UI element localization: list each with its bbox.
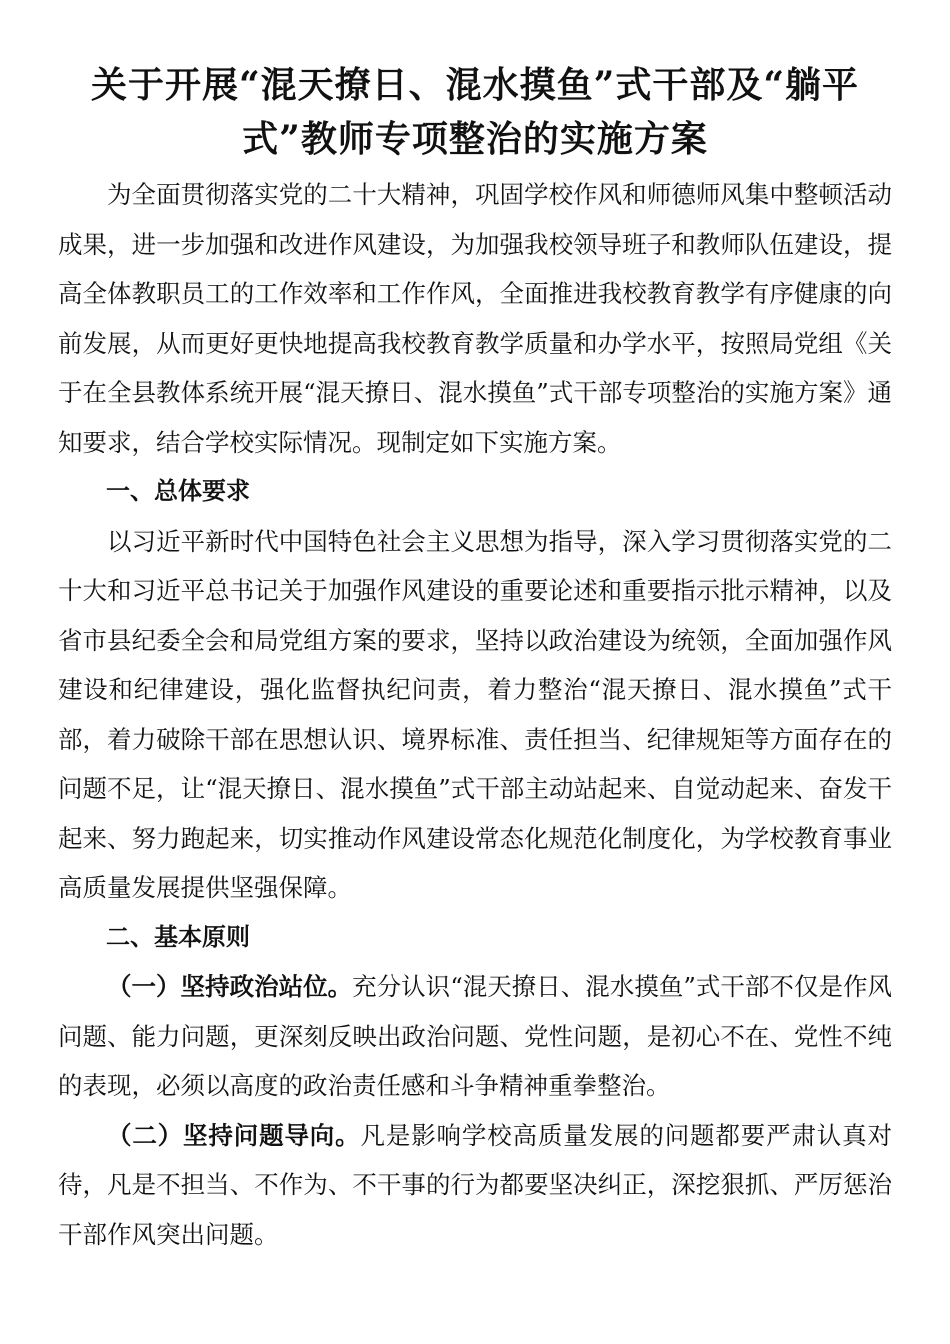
principle-2-body: 凡是影响学校高质量发展的问题都要严肃认真对待，凡是不担当、不作为、不干事的行为都要坚决纠正，深挖狠抓、严厉惩治干部作风突出问题。 — [58, 1120, 892, 1249]
section-1-heading: 一、总体要求 — [106, 477, 250, 505]
section-2-heading: 二、基本原则 — [106, 922, 250, 951]
document-page — [58, 58, 892, 1259]
principle-1-lead: （一）坚持政治站位。 — [107, 972, 353, 1001]
title-line-2: 式”教师专项整治的实施方案 — [242, 118, 708, 160]
section-1-paragraph: 以习近平新时代中国特色社会主义思想为指导，深入学习贯彻落实党的二十大和习近平总书记关于加强作风建设的重要论述和重要指示批示精神，以及省市县纪委全会和局党组方案的要求，坚持以政治建设为统领，全面加强作风建设和纪律建设，强化监督执纪问责，着力整治“混天撩日、混水摸鱼”式干部，着力破除干部在思想认识、境界标准、责任担当、纪律规矩等方面存在的问题不足，让“混天撩日、混水摸鱼”式干部主动站起来、自觉动起来、奋发干起来、努力跑起来，切实推动作风建设常态化规范化制度化，为学校教育事业高质量发展提供坚强保障。 — [58, 526, 892, 902]
intro-paragraph: 为全面贯彻落实党的二十大精神，巩固学校作风和师德师风集中整顿活动成果，进一步加强和改进作风建设，为加强我校领导班子和教师队伍建设，提高全体教职员工的工作效率和工作作风，全面推进我校教育教学有序健康的向前发展，从而更好更快地提高我校教育教学质量和办学水平，按照局党组《关于在全县教体系统开展“混天撩日、混水摸鱼”式干部专项整治的实施方案》通知要求，结合学校实际情况。现制定如下实施方案。 — [58, 180, 892, 457]
principle-2-paragraph — [58, 1111, 892, 1260]
principle-1-body: 充分认识“混天撩日、混水摸鱼”式干部不仅是作风问题、能力问题，更深刻反映出政治问题、党性问题，是初心不在、党性不纯的表现，必须以高度的政治责任感和斗争精神重拳整治。 — [58, 972, 892, 1100]
principle-1-paragraph — [58, 962, 892, 1111]
principle-2-lead: （二）坚持问题导向。 — [107, 1120, 361, 1150]
title-line-1: 关于开展“混天撩日、混水摸鱼”式干部及“躺平 — [90, 64, 860, 106]
document-title — [58, 58, 892, 166]
